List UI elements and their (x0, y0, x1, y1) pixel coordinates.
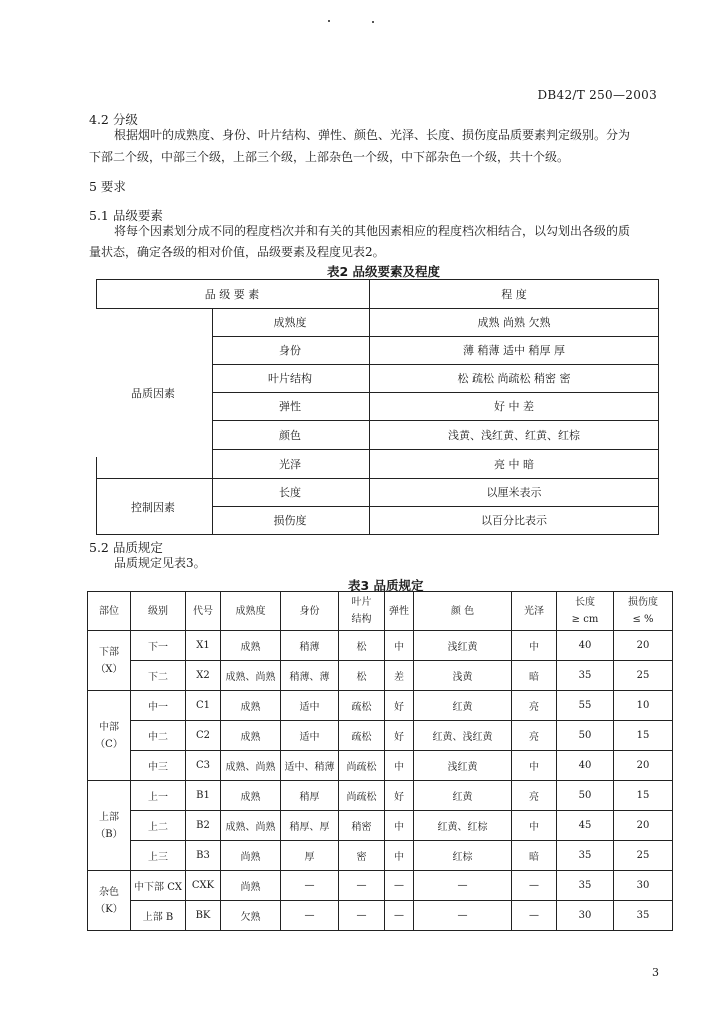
cell-code: CXK (186, 871, 221, 901)
table-2-degree: 松 疏松 尚疏松 稍密 密 (457, 372, 571, 385)
cell-color: — (414, 871, 512, 901)
cell-body: — (281, 901, 339, 931)
header-elasticity: 弹性 (385, 592, 414, 631)
scan-speck (372, 21, 374, 23)
cell-grade: 上部 B (131, 901, 186, 931)
cell-elasticity: 中 (385, 811, 414, 841)
cell-luster: 中 (512, 811, 557, 841)
cell-elasticity: — (385, 871, 414, 901)
cell-damage: 15 (614, 721, 673, 751)
cell-luster: 暗 (512, 841, 557, 871)
cell-elasticity: 差 (385, 661, 414, 691)
cell-length: 45 (557, 811, 614, 841)
table-3 (87, 591, 673, 931)
cell-structure: 疏松 (339, 721, 385, 751)
cell-color: 浅黄 (414, 661, 512, 691)
cell-length: 35 (557, 841, 614, 871)
table-2-factor: 叶片结构 (268, 372, 312, 385)
cell-maturity: 成熟 (221, 721, 281, 751)
page-number: 3 (652, 966, 659, 979)
cell-elasticity: 中 (385, 841, 414, 871)
cell-body: 厚 (281, 841, 339, 871)
cell-damage: 25 (614, 661, 673, 691)
table-2-header-factor: 品 级 要 素 (204, 288, 260, 301)
table-row (88, 901, 673, 931)
cell-damage: 30 (614, 871, 673, 901)
header-grade: 级别 (131, 592, 186, 631)
table-2-degree: 薄 稍薄 适中 稍厚 厚 (463, 344, 565, 357)
header-part: 部位 (88, 592, 131, 631)
table-row (88, 661, 673, 691)
cell-damage: 20 (614, 751, 673, 781)
cell-luster: — (512, 901, 557, 931)
group-cell (88, 631, 131, 691)
table-line (658, 279, 659, 535)
cell-damage: 10 (614, 691, 673, 721)
cell-length: 55 (557, 691, 614, 721)
cell-body: 稍薄 (281, 631, 339, 661)
cell-maturity: 尚熟 (221, 841, 281, 871)
cell-body: 适中、稍薄 (281, 751, 339, 781)
table-row (88, 841, 673, 871)
cell-length: 40 (557, 751, 614, 781)
cell-luster: 亮 (512, 691, 557, 721)
table-2-degree: 好 中 差 (494, 400, 534, 413)
table-2-factor: 损伤度 (273, 514, 307, 527)
table-line (212, 392, 659, 393)
cell-structure: 密 (339, 841, 385, 871)
table-row (88, 691, 673, 721)
group-code: （K） (95, 903, 123, 915)
cell-structure: 稍密 (339, 811, 385, 841)
cell-structure: 尚疏松 (339, 751, 385, 781)
cell-damage: 25 (614, 841, 673, 871)
table-2-degree: 成熟 尚熟 欠熟 (477, 316, 551, 329)
cell-length: 40 (557, 631, 614, 661)
cell-body: 稍厚 (281, 781, 339, 811)
cell-elasticity: — (385, 901, 414, 931)
table-2-factor: 成熟度 (273, 316, 307, 329)
section-5-title: 5 要求 (89, 179, 126, 194)
cell-body: 稍薄、薄 (281, 661, 339, 691)
cell-maturity: 欠熟 (221, 901, 281, 931)
cell-color: 浅红黄 (414, 631, 512, 661)
cell-luster: 中 (512, 751, 557, 781)
cell-maturity: 尚熟 (221, 871, 281, 901)
table-line (212, 364, 659, 365)
cell-damage: 15 (614, 781, 673, 811)
cell-maturity: 成熟、尚熟 (221, 661, 281, 691)
header-body: 身份 (281, 592, 339, 631)
group-cell (88, 871, 131, 931)
group-code: （B） (95, 828, 123, 840)
cell-color: — (414, 901, 512, 931)
cell-structure: 松 (339, 661, 385, 691)
table-line (96, 478, 97, 535)
header-length-line-2: ≥ cm (571, 614, 599, 625)
group-code: （C） (95, 738, 123, 750)
header-code: 代号 (186, 592, 221, 631)
cell-code: X1 (186, 631, 221, 661)
cell-color: 浅红黄 (414, 751, 512, 781)
table-row (88, 781, 673, 811)
cell-body: — (281, 871, 339, 901)
table-2-factor: 身份 (279, 344, 301, 357)
table-row (88, 811, 673, 841)
cell-body: 稍厚、厚 (281, 811, 339, 841)
table-2-header-degree: 程 度 (501, 288, 527, 301)
table-line (212, 308, 213, 535)
cell-maturity: 成熟、尚熟 (221, 751, 281, 781)
header-structure (339, 592, 385, 631)
cell-color: 红黄、浅红黄 (414, 721, 512, 751)
group-code: （X） (95, 663, 123, 675)
cell-color: 红黄 (414, 691, 512, 721)
table-line (96, 308, 659, 309)
cell-color: 红棕 (414, 841, 512, 871)
cell-elasticity: 中 (385, 631, 414, 661)
table-2-degree: 亮 中 暗 (494, 458, 534, 471)
cell-structure: — (339, 871, 385, 901)
cell-maturity: 成熟 (221, 691, 281, 721)
cell-body: 适中 (281, 691, 339, 721)
cell-body: 适中 (281, 721, 339, 751)
cell-maturity: 成熟 (221, 631, 281, 661)
table-2-factor: 弹性 (279, 400, 301, 413)
table-line (96, 534, 659, 535)
table-2-degree: 以百分比表示 (481, 514, 547, 527)
header-damage-line-1: 损伤度 (628, 597, 658, 608)
cell-maturity: 成熟、尚熟 (221, 811, 281, 841)
table-row (88, 751, 673, 781)
table-line (369, 279, 370, 535)
header-luster: 光泽 (512, 592, 557, 631)
table-line (212, 506, 659, 507)
cell-grade: 中三 (131, 751, 186, 781)
section-4-2-line-2: 下部二个级，中部三个级，上部三个级，上部杂色一个级，中下部杂色一个级，共十个级。 (89, 150, 570, 164)
table-line (212, 336, 659, 337)
header-maturity: 成熟度 (221, 592, 281, 631)
group-name: 上部 (99, 811, 119, 823)
group-cell (88, 691, 131, 781)
cell-grade: 上二 (131, 811, 186, 841)
cell-grade: 中二 (131, 721, 186, 751)
table-row (88, 721, 673, 751)
header-color: 颜 色 (414, 592, 512, 631)
cell-code: B3 (186, 841, 221, 871)
table-line (96, 279, 97, 308)
cell-grade: 下二 (131, 661, 186, 691)
header-length-line-1: 长度 (575, 597, 595, 608)
table-line (96, 478, 659, 479)
cell-structure: 尚疏松 (339, 781, 385, 811)
section-5-2-title: 5.2 品质规定 (89, 540, 163, 555)
cell-elasticity: 好 (385, 721, 414, 751)
document-code: DB42/T 250—2003 (537, 88, 657, 102)
cell-code: C2 (186, 721, 221, 751)
table-3-header-row (88, 592, 673, 631)
section-5-1-line-1: 将每个因素划分成不同的程度档次并和有关的其他因素相应的程度档次相结合，以勾划出各级的质 (114, 224, 631, 238)
header-damage-line-2: ≤ % (632, 614, 654, 625)
header-length (557, 592, 614, 631)
table-line (212, 449, 659, 450)
cell-code: C3 (186, 751, 221, 781)
cell-length: 30 (557, 901, 614, 931)
cell-elasticity: 中 (385, 751, 414, 781)
cell-elasticity: 好 (385, 691, 414, 721)
cell-structure: 疏松 (339, 691, 385, 721)
group-name: 下部 (99, 646, 119, 658)
table-2-factor: 光泽 (279, 458, 301, 471)
table-2-group-quality: 品质因素 (131, 387, 175, 400)
cell-luster: 亮 (512, 781, 557, 811)
cell-elasticity: 好 (385, 781, 414, 811)
cell-color: 红黄、红棕 (414, 811, 512, 841)
cell-grade: 上三 (131, 841, 186, 871)
table-2-group-control: 控制因素 (131, 501, 175, 514)
cell-grade: 下一 (131, 631, 186, 661)
cell-color: 红黄 (414, 781, 512, 811)
header-structure-line-1: 叶片 (351, 597, 372, 608)
cell-code: BK (186, 901, 221, 931)
table-2-degree: 以厘米表示 (486, 486, 542, 499)
cell-luster: 中 (512, 631, 557, 661)
cell-code: B2 (186, 811, 221, 841)
table-2-caption: 表2 品级要素及程度 (327, 264, 441, 279)
scan-speck (328, 20, 330, 22)
cell-structure: — (339, 901, 385, 931)
cell-maturity: 成熟 (221, 781, 281, 811)
cell-length: 35 (557, 661, 614, 691)
cell-damage: 20 (614, 631, 673, 661)
cell-grade: 中一 (131, 691, 186, 721)
section-4-2-title: 4.2 分级 (89, 112, 138, 127)
cell-luster: — (512, 871, 557, 901)
table-line (212, 420, 659, 421)
cell-length: 50 (557, 721, 614, 751)
group-name: 中部 (99, 721, 119, 733)
cell-luster: 暗 (512, 661, 557, 691)
header-structure-line-2: 结构 (351, 614, 372, 625)
group-name: 杂色 (99, 886, 119, 898)
cell-length: 35 (557, 871, 614, 901)
table-2 (96, 279, 659, 535)
cell-code: C1 (186, 691, 221, 721)
table-row (88, 871, 673, 901)
table-2-factor: 颜色 (279, 429, 301, 442)
table-row (88, 631, 673, 661)
header-damage (614, 592, 673, 631)
cell-damage: 20 (614, 811, 673, 841)
cell-damage: 35 (614, 901, 673, 931)
section-5-1-title: 5.1 品级要素 (89, 208, 163, 223)
section-5-1-line-2: 量状态，确定各级的相对价值，品级要素及程度见表2。 (89, 245, 385, 259)
cell-code: B1 (186, 781, 221, 811)
group-cell (88, 781, 131, 871)
table-3-caption: 表3 品质规定 (348, 578, 424, 593)
cell-structure: 松 (339, 631, 385, 661)
cell-code: X2 (186, 661, 221, 691)
cell-grade: 上一 (131, 781, 186, 811)
section-4-2-line-1: 根据烟叶的成熟度、身份、叶片结构、弹性、颜色、光泽、长度、损伤度品质要素判定级别。分为 (114, 128, 631, 142)
cell-luster: 亮 (512, 721, 557, 751)
table-line (96, 457, 97, 479)
cell-grade: 中下部 CX (131, 871, 186, 901)
table-2-factor: 长度 (279, 486, 301, 499)
section-5-2-line-1: 品质规定见表3。 (114, 556, 206, 570)
cell-length: 50 (557, 781, 614, 811)
table-line (96, 279, 659, 280)
table-2-degree: 浅黄、浅红黄、红黄、红棕 (448, 429, 580, 442)
